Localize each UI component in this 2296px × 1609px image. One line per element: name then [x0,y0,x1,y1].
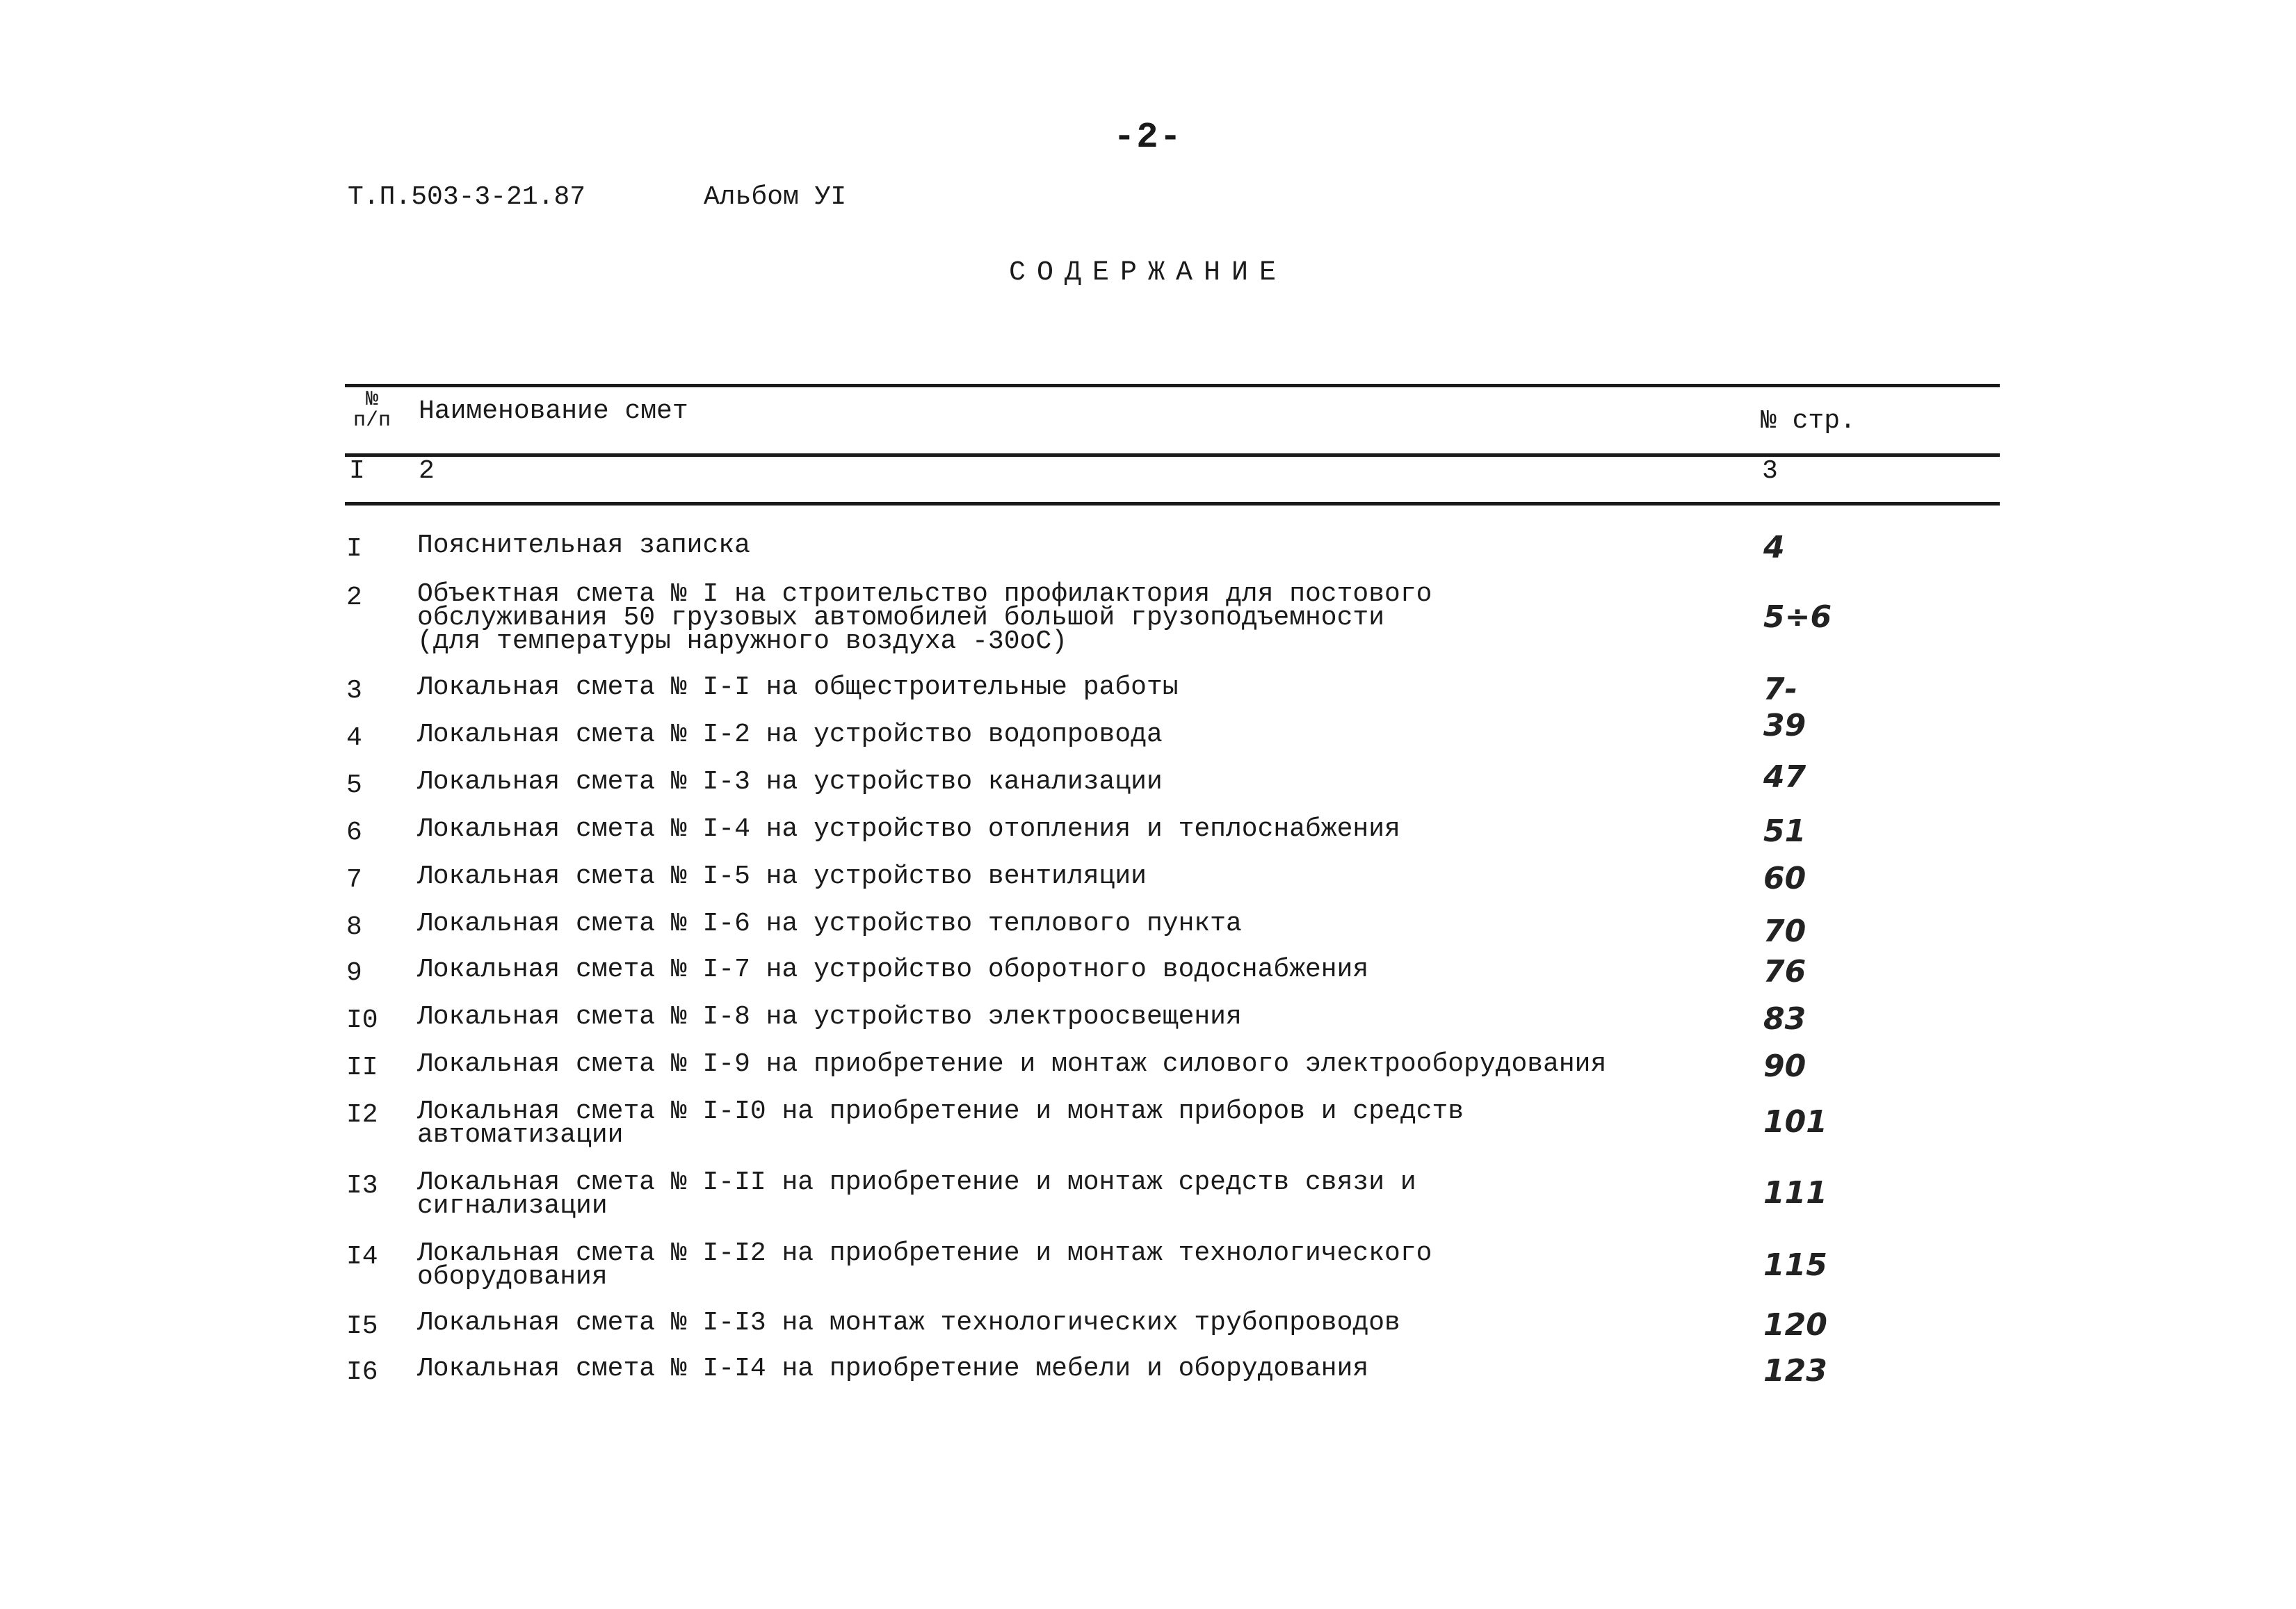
header-page-number: № стр. [1761,406,1856,436]
row-page: 120 [1763,1307,1827,1343]
row-number: 4 [346,723,362,753]
contents-title: СОДЕРЖАНИЕ [1008,257,1288,289]
row-name: Локальная смета № I-5 на устройство вентиляции [417,862,1147,891]
row-number: 2 [346,583,362,613]
row-number: 7 [346,865,362,895]
row-number: 6 [346,818,362,848]
row-number: 5 [346,770,362,800]
row-page: 39 [1763,708,1806,743]
row-number: I2 [346,1100,378,1130]
row-page: 4 [1763,530,1785,565]
row-name: Локальная смета № I-I на общестроительные работы [417,672,1179,702]
row-page: 101 [1763,1104,1827,1140]
header-row-number-line1: № [365,388,378,412]
row-name: Локальная смета № I-8 на устройство электроосвещения [417,1002,1242,1032]
album-label: Альбом УI [704,182,847,212]
row-page: 115 [1763,1247,1827,1283]
row-name: Локальная смета № I-I2 на приобретение и монтаж технологического оборудования [417,1238,1432,1292]
header-bottom-rule [345,453,2000,457]
row-number: I [346,534,362,564]
row-number: I0 [346,1005,378,1035]
row-name: Локальная смета № I-3 на устройство канализации [417,767,1163,797]
row-name: Локальная смета № I-II на приобретение и монтаж средств связи и сигнализации [417,1167,1416,1221]
row-page: 111 [1763,1175,1827,1211]
row-page: 7- [1763,672,1797,707]
row-name: Локальная смета № I-7 на устройство оборотного водоснабжения [417,955,1369,985]
table-top-rule [345,384,2000,387]
row-number: I6 [346,1357,378,1387]
row-number: 3 [346,676,362,706]
row-page: 83 [1763,1001,1806,1037]
row-page: 90 [1763,1049,1806,1084]
row-number: 8 [346,912,362,942]
header-row-number-line2: п/п [353,409,391,432]
row-page: 5÷6 [1763,599,1832,635]
row-page: 51 [1763,814,1806,849]
page-number: -2- [1113,117,1183,158]
row-number: I3 [346,1171,378,1201]
row-page: 70 [1763,914,1806,949]
row-name: Пояснительная записка [417,531,750,560]
row-page: 60 [1763,861,1806,896]
column-number-3: 3 [1762,456,1778,486]
row-number: 9 [346,958,362,988]
row-page: 76 [1763,954,1806,989]
row-page: 47 [1763,759,1806,795]
row-name: Локальная смета № I-6 на устройство теплового пункта [417,909,1242,939]
row-number: I5 [346,1311,378,1341]
row-name: Локальная смета № I-I0 на приобретение и монтаж приборов и средств автоматизации [417,1097,1464,1150]
row-page: 123 [1763,1353,1827,1389]
header-estimate-name: Наименование смет [419,396,688,426]
row-name: Локальная смета № I-I4 на приобретение мебели и оборудования [417,1354,1369,1384]
row-name: Объектная смета № I на строительство профилактория для постового обслуживания 50 грузовых автомобилей большой грузоподъемности (для температуры наружного воздуха -30оС) [417,579,1432,656]
row-name: Локальная смета № I-I3 на монтаж технологических трубопроводов [417,1308,1400,1338]
row-number: I4 [346,1242,378,1272]
column-number-2: 2 [419,456,435,486]
column-numbers-rule [345,502,2000,506]
row-name: Локальная смета № I-9 на приобретение и монтаж силового электрооборудования [417,1049,1607,1079]
document-code: Т.П.503-3-21.87 [348,182,586,212]
column-number-1: I [349,456,365,486]
row-number: II [346,1053,378,1083]
header-row-number [348,389,396,431]
row-name: Локальная смета № I-4 на устройство отопления и теплоснабжения [417,814,1400,844]
row-name: Локальная смета № I-2 на устройство водопровода [417,720,1163,750]
